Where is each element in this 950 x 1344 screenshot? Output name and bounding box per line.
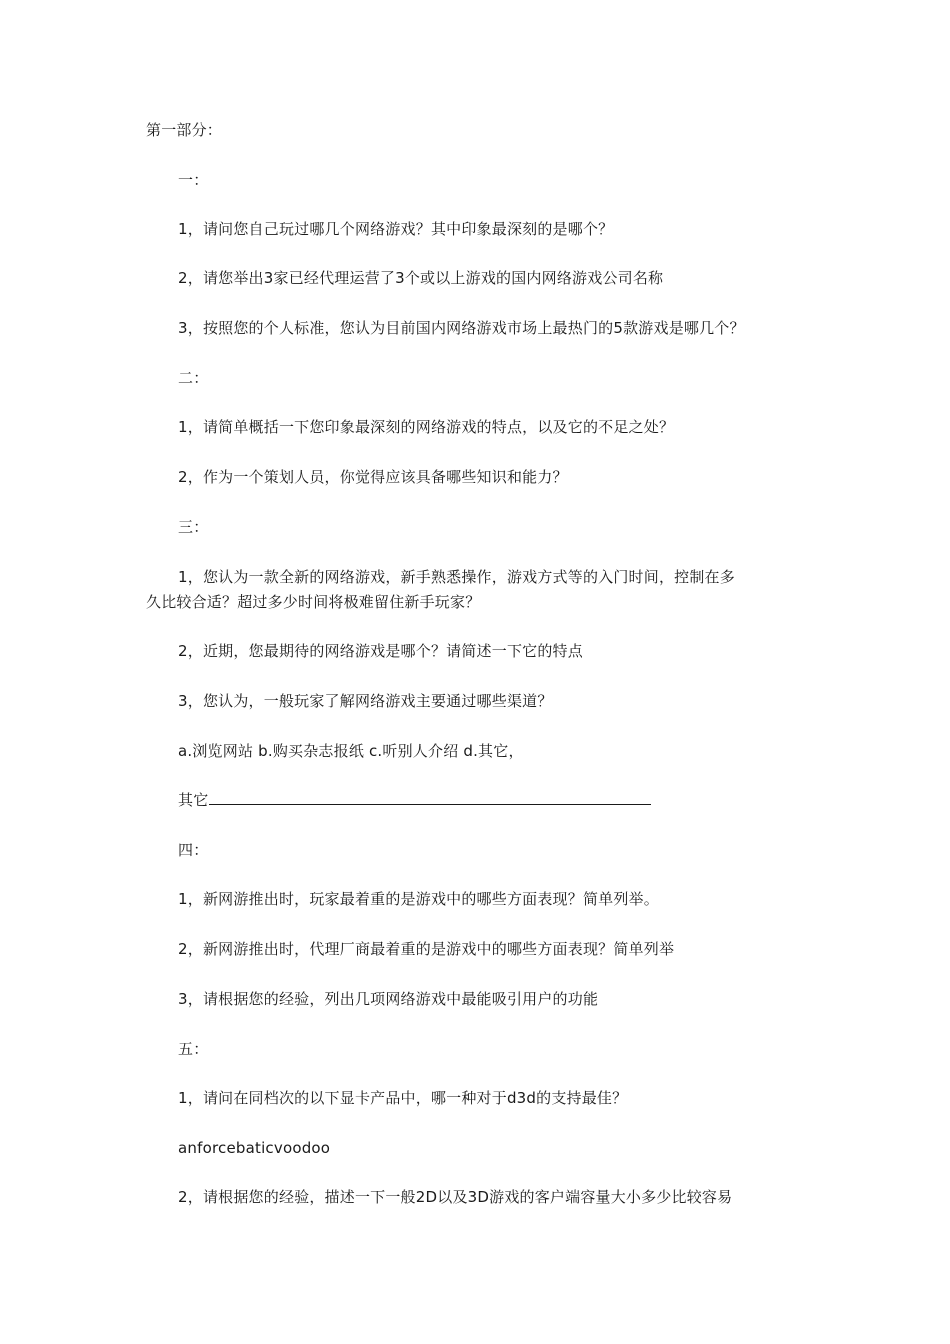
question-3-3-options: a.浏览网站 b.购买杂志报纸 c.听别人介绍 d.其它，	[178, 742, 524, 760]
question-4-3: 3，请根据您的经验，列出几项网络游戏中最能吸引用户的功能	[178, 990, 599, 1008]
question-3-1: 1，您认为一款全新的网络游戏，新手熟悉操作，游戏方式等的入门时间，控制在多	[178, 568, 735, 586]
question-1-1: 1，请问您自己玩过哪几个网络游戏？其中印象最深刻的是哪个？	[178, 220, 614, 238]
question-2-2: 2，作为一个策划人员，你觉得应该具备哪些知识和能力？	[178, 468, 568, 486]
part-title: 第一部分：	[146, 121, 223, 139]
question-4-2: 2，新网游推出时，代理厂商最着重的是游戏中的哪些方面表现？简单列举	[178, 940, 675, 958]
other-answer-blank[interactable]	[209, 790, 651, 805]
other-answer-line	[178, 789, 651, 811]
question-5-1-options: anforcebaticvoodoo	[178, 1139, 331, 1157]
question-3-2: 2，近期，您最期待的网络游戏是哪个？请简述一下它的特点	[178, 642, 583, 660]
question-4-1: 1，新网游推出时，玩家最着重的是游戏中的哪些方面表现？简单列举。	[178, 890, 659, 908]
section-heading-1: 一：	[178, 171, 209, 189]
section-heading-3: 三：	[178, 518, 209, 536]
section-heading-5: 五：	[178, 1040, 209, 1058]
question-5-2: 2，请根据您的经验，描述一下一般2D以及3D游戏的客户端容量大小多少比较容易	[178, 1188, 733, 1206]
question-1-2: 2，请您举出3家已经代理运营了3个或以上游戏的国内网络游戏公司名称	[178, 269, 664, 287]
section-heading-2: 二：	[178, 369, 209, 387]
question-3-3: 3，您认为，一般玩家了解网络游戏主要通过哪些渠道？	[178, 692, 553, 710]
other-label: 其它	[178, 791, 209, 809]
question-1-3: 3，按照您的个人标准，您认为目前国内网络游戏市场上最热门的5款游戏是哪几个？	[178, 319, 745, 337]
section-heading-4: 四：	[178, 841, 209, 859]
question-2-1: 1，请简单概括一下您印象最深刻的网络游戏的特点，以及它的不足之处？	[178, 418, 675, 436]
question-3-1-continued: 久比较合适？超过多少时间将极难留住新手玩家？	[146, 593, 481, 611]
question-5-1: 1，请问在同档次的以下显卡产品中，哪一种对于d3d的支持最佳？	[178, 1089, 628, 1107]
